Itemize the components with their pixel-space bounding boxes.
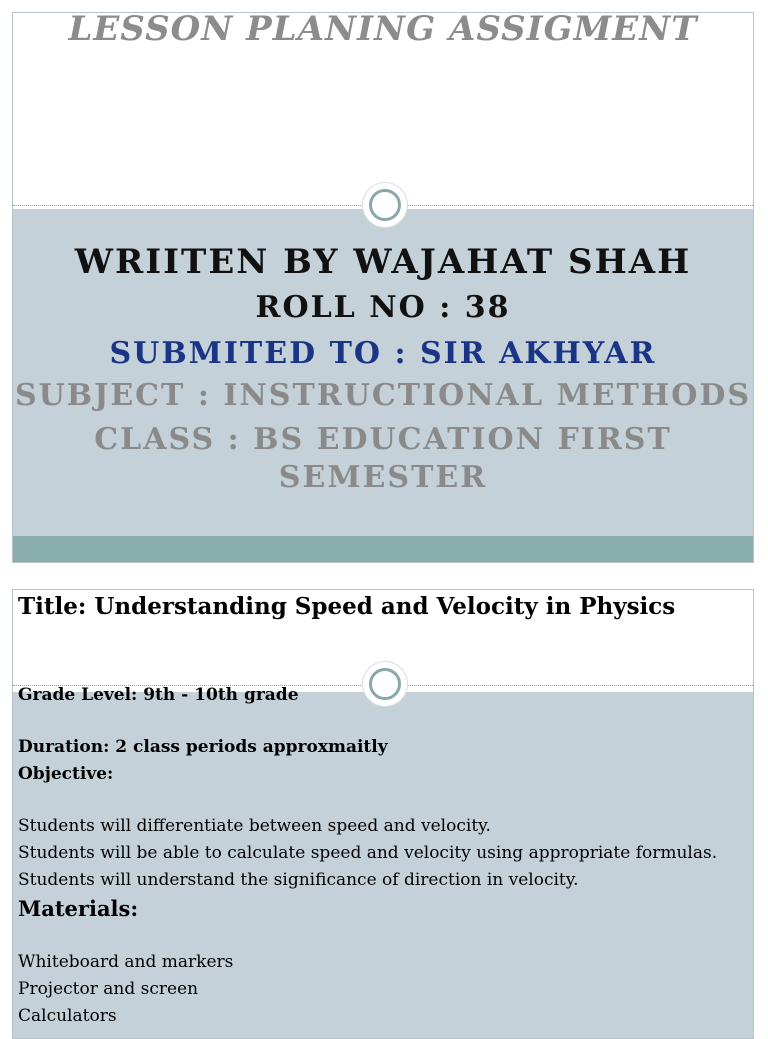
materials-label: Materials: xyxy=(18,896,139,921)
duration: Duration: 2 class periods approxmaitly xyxy=(18,737,388,757)
lesson-slide xyxy=(12,589,754,1039)
objectives-list xyxy=(18,813,745,894)
author-line: WRIITEN BY WAJAHAT SHAH xyxy=(74,242,692,282)
title-slide xyxy=(12,12,754,563)
subject-line: SUBJECT : INSTRUCTIONAL METHODS xyxy=(14,378,752,413)
title-area xyxy=(13,13,753,203)
footer-band xyxy=(13,536,753,562)
list-item: Students will understand the significance of direction in velocity. xyxy=(18,870,579,890)
list-item: Whiteboard and markers xyxy=(18,952,234,972)
list-item: Calculators xyxy=(18,1006,117,1026)
submitted-to: SUBMITED TO : SIR AKHYAR xyxy=(109,336,657,371)
materials-list xyxy=(18,949,745,1030)
grade-level: Grade Level: 9th - 10th grade xyxy=(18,685,299,705)
list-item: Projector and screen xyxy=(18,979,199,999)
list-item: Students will differentiate between speed and velocity. xyxy=(18,816,491,836)
roll-number: ROLL NO : 38 xyxy=(255,290,511,325)
class-line: CLASS : BS EDUCATION FIRST SEMESTER xyxy=(94,422,672,495)
objective-label: Objective: xyxy=(18,764,114,784)
list-item: Students will be able to calculate speed and velocity using appropriate formulas. xyxy=(18,843,718,863)
lesson-body xyxy=(18,682,745,1030)
author-info xyxy=(13,239,753,503)
circle-ornament-icon xyxy=(363,183,407,227)
slide-title: LESSON PLANING ASSIGMENT xyxy=(68,12,698,49)
lesson-title: Title: Understanding Speed and Velocity in Physics xyxy=(18,593,676,620)
